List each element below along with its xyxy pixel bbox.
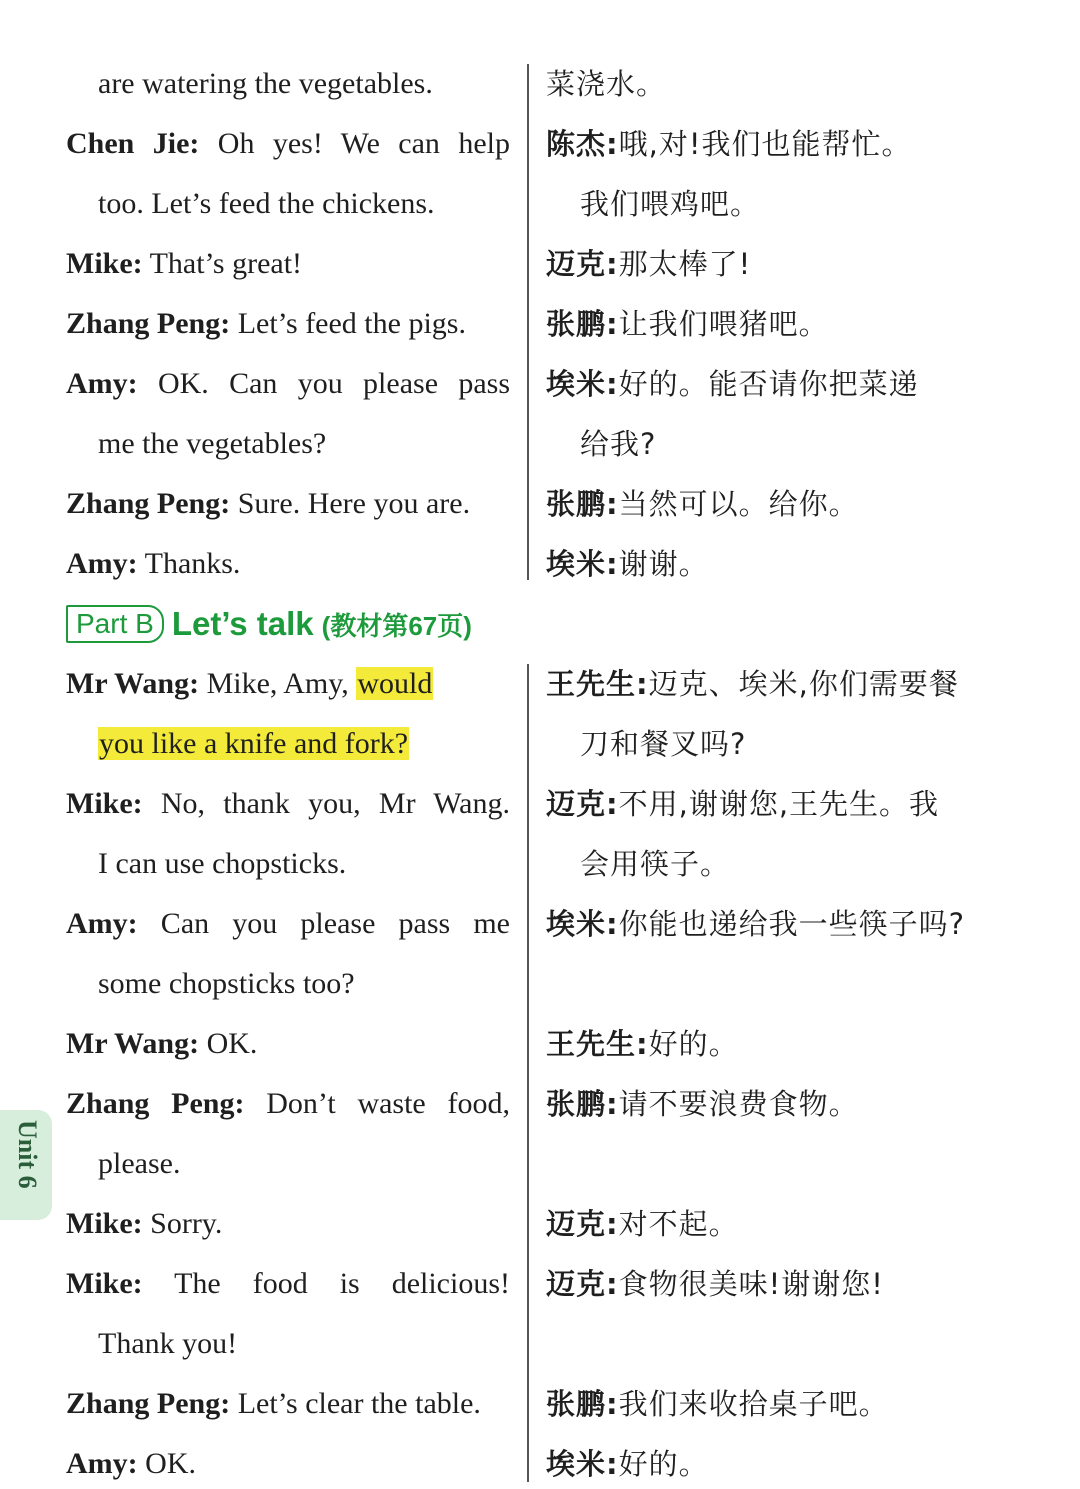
dialogue-line-en: me the vegetables? <box>98 427 327 460</box>
dialogue-line-zh: 迈克:对不起。 <box>546 1207 739 1241</box>
dialogue-line-zh: 张鹏:当然可以。给你。 <box>546 487 859 521</box>
dialogue-line-en <box>98 724 409 764</box>
dialogue-line-en: Mr Wang: OK. <box>66 1027 258 1060</box>
section-title: Let’s talk <box>171 605 314 642</box>
section-heading-part-b <box>66 603 472 645</box>
dialogue-line-en: Mike: Sorry. <box>66 1207 223 1240</box>
dialogue-line-en: I can use chopsticks. <box>98 847 347 880</box>
dialogue-line-zh: 埃米:你能也递给我一些筷子吗? <box>546 907 966 941</box>
part-tag: Part B <box>66 605 164 643</box>
dialogue-line-en: Mike: No, thank you, Mr Wang. <box>66 787 510 820</box>
dialogue-line-zh: 王先生:好的。 <box>546 1027 739 1061</box>
dialogue-line-zh: 会用筷子。 <box>580 847 731 881</box>
dialogue-line-en: Mr Wang: Mike, Amy, would <box>66 667 433 700</box>
textbook-page-reference: (教材第67页) <box>321 610 472 641</box>
dialogue-line-en: Amy: OK. Can you please pass <box>66 367 510 400</box>
dialogue-line-en: Zhang Peng: Don’t waste food, <box>66 1087 510 1120</box>
dialogue-line-en: Zhang Peng: Let’s feed the pigs. <box>66 307 466 340</box>
dialogue-line-en: please. <box>98 1147 181 1180</box>
dialogue-line-en: Amy: OK. <box>66 1447 196 1480</box>
dialogue-line-en: Mike: That’s great! <box>66 247 303 280</box>
dialogue-line-zh: 陈杰:哦,对!我们也能帮忙。 <box>546 127 912 161</box>
dialogue-line-zh: 埃米:好的。 <box>546 1447 709 1481</box>
dialogue-line-zh: 迈克:那太棒了! <box>546 247 752 281</box>
dialogue-line-zh: 埃米:谢谢。 <box>546 547 709 581</box>
dialogue-line-en: some chopsticks too? <box>98 967 355 1000</box>
dialogue-line-en: Amy: Can you please pass me <box>66 907 510 940</box>
highlighted-phrase: you like a knife and fork? <box>99 727 409 760</box>
dialogue-line-zh: 王先生:迈克、埃米,你们需要餐 <box>546 667 959 701</box>
dialogue-line-zh: 菜浇水。 <box>546 67 667 101</box>
dialogue-line-zh: 埃米:好的。能否请你把菜递 <box>546 367 919 401</box>
unit-side-tab <box>0 1110 52 1220</box>
dialogue-line-zh: 迈克:食物很美味!谢谢您! <box>546 1267 884 1301</box>
unit-label: Unit 6 <box>13 1120 42 1189</box>
dialogue-line-en: Thank you! <box>98 1327 238 1360</box>
dialogue-line-en: Mike: The food is delicious! <box>66 1267 510 1300</box>
dialogue-line-zh: 迈克:不用,谢谢您,王先生。我 <box>546 787 940 821</box>
highlighted-phrase: would <box>357 667 433 700</box>
dialogue-line-en: are watering the vegetables. <box>98 67 433 100</box>
dialogue-line-en: Chen Jie: Oh yes! We can help <box>66 127 510 160</box>
dialogue-line-zh: 张鹏:让我们喂猪吧。 <box>546 307 829 341</box>
dialogue-line-en: Amy: Thanks. <box>66 547 241 580</box>
dialogue-line-en: too. Let’s feed the chickens. <box>98 187 435 220</box>
column-divider-bottom <box>527 664 529 1482</box>
dialogue-line-zh: 我们喂鸡吧。 <box>580 187 761 221</box>
dialogue-line-zh: 张鹏:请不要浪费食物。 <box>546 1087 859 1121</box>
dialogue-line-en: Zhang Peng: Let’s clear the table. <box>66 1387 481 1420</box>
dialogue-line-zh: 给我? <box>580 427 657 461</box>
dialogue-line-zh: 刀和餐叉吗? <box>580 727 747 761</box>
column-divider-top <box>527 64 529 580</box>
dialogue-line-en: Zhang Peng: Sure. Here you are. <box>66 487 471 520</box>
dialogue-line-zh: 张鹏:我们来收拾桌子吧。 <box>546 1387 889 1421</box>
